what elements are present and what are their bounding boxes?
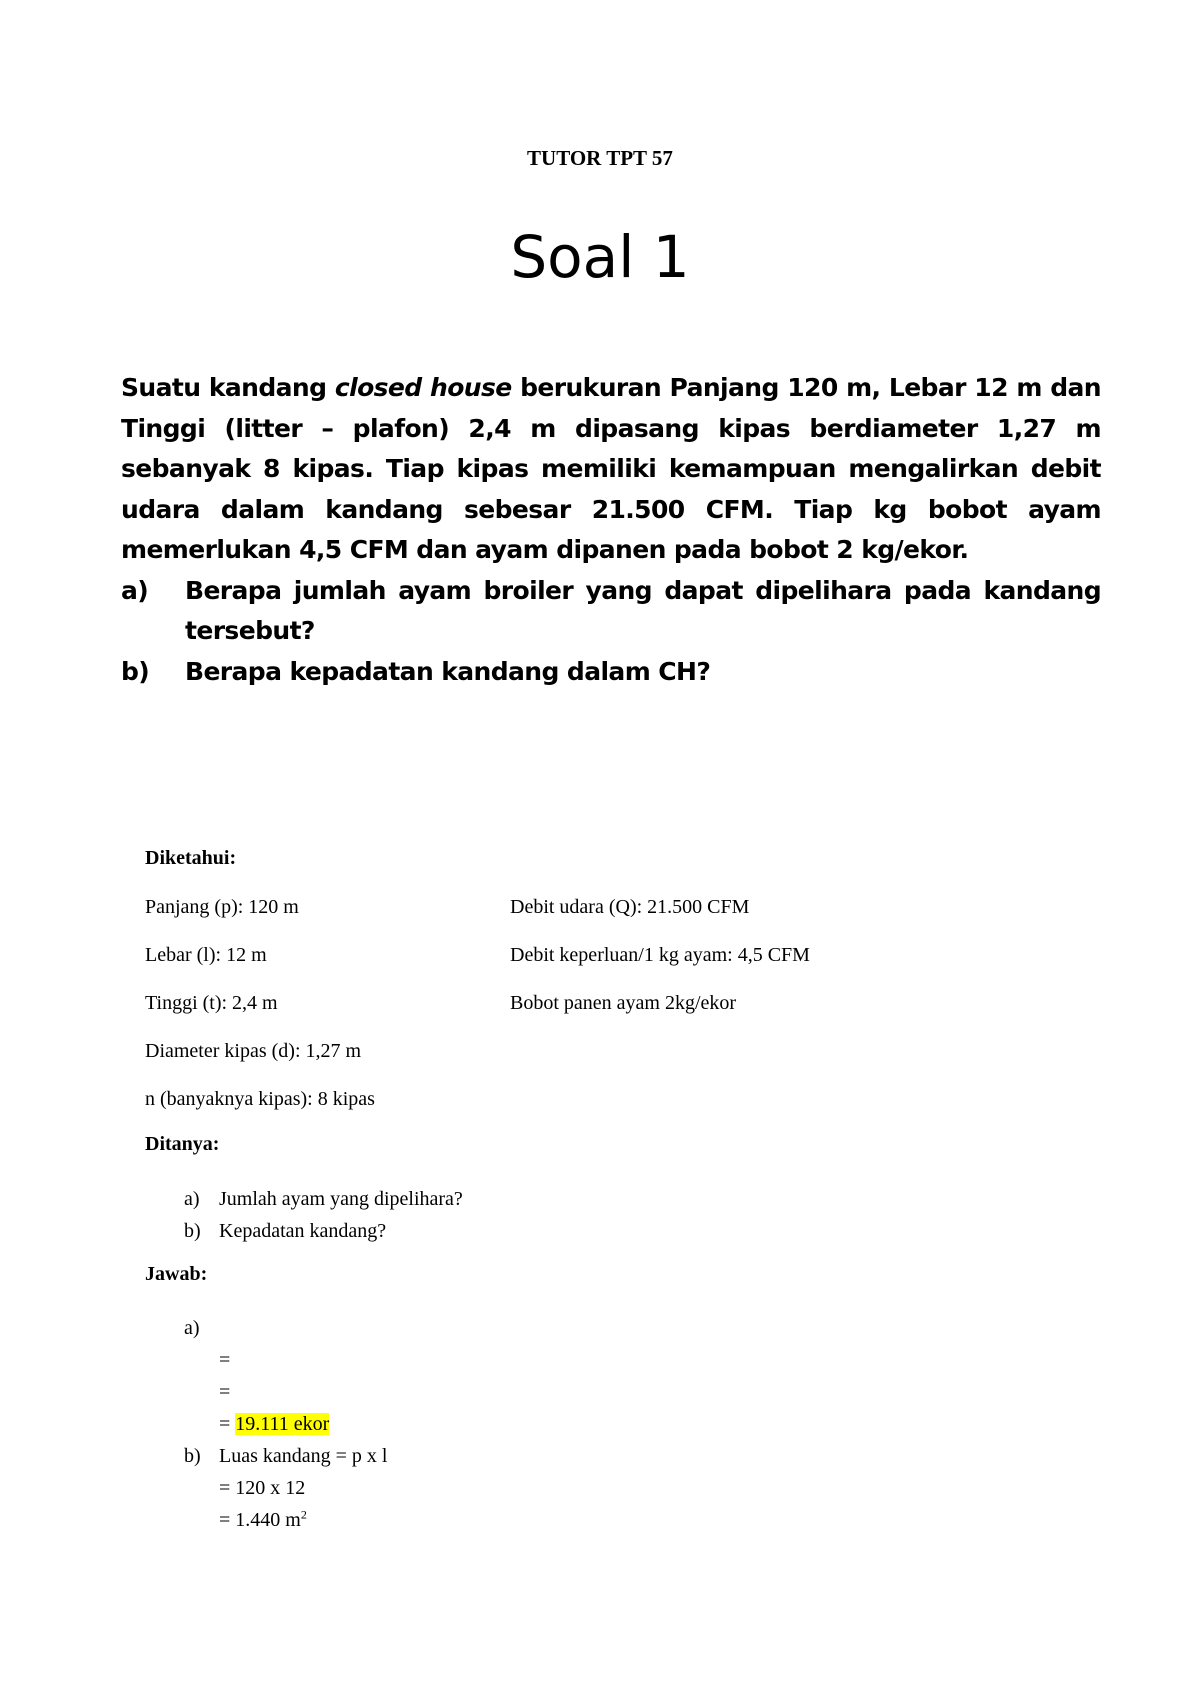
known-right-item: Debit keperluan/1 kg ayam: 4,5 CFM (510, 944, 810, 966)
asked-heading: Ditanya: (145, 1133, 220, 1155)
question-label: a) (121, 575, 149, 605)
question-label: b) (121, 656, 150, 686)
problem-intro-rest: berukuran Panjang 120 m, Lebar 12 m dan Tinggi (litter – plafon) 2,4 m dipasang kipas berdiameter 1,27 m sebanyak 8 kipas. Tiap kipas memiliki kemampuan mengalirkan debit udara dalam kandang sebesar 21.500 CFM. Tiap kg bobot ayam memerlukan 4,5 CFM dan ayam dipanen pada bobot 2 kg/ekor. (121, 373, 1101, 564)
known-left-item: n (banyaknya kipas): 8 kipas (145, 1088, 375, 1110)
document-header: TUTOR TPT 57 (527, 146, 673, 170)
answer-heading: Jawab: (145, 1263, 208, 1285)
known-heading: Diketahui: (145, 847, 237, 869)
answer-a-result-line (219, 1413, 329, 1436)
problem-intro: Suatu kandang (121, 373, 335, 402)
asked-item-text: Jumlah ayam yang dipelihara? (219, 1188, 463, 1210)
answer-a-line: = (219, 1349, 231, 1371)
question-item (121, 571, 1101, 652)
known-right-item: Debit udara (Q): 21.500 CFM (510, 896, 750, 918)
problem-statement (121, 368, 1101, 692)
question-item (121, 652, 1101, 693)
question-text: Berapa kepadatan kandang dalam CH? (185, 656, 711, 686)
known-left-item: Panjang (p): 120 m (145, 896, 299, 918)
asked-item-label: b) (184, 1220, 201, 1242)
problem-text (121, 368, 1101, 571)
answer-b-line: Luas kandang = p x l (219, 1445, 388, 1467)
problem-title: Soal 1 (510, 223, 690, 291)
question-text: Berapa jumlah ayam broiler yang dapat dipelihara pada kandang tersebut? (185, 575, 1101, 645)
problem-intro-italic: closed house (334, 373, 512, 402)
answer-b-line: = 120 x 12 (219, 1477, 306, 1499)
known-right-item: Bobot panen ayam 2kg/ekor (510, 992, 737, 1014)
answer-a-line: = (219, 1381, 231, 1403)
answer-a-result-prefix: = (219, 1413, 236, 1435)
answer-b-label: b) (184, 1445, 201, 1467)
answer-b-last-line (219, 1509, 307, 1532)
asked-item-label: a) (184, 1188, 200, 1210)
answer-a-label: a) (184, 1317, 200, 1339)
answer-b-superscript: 2 (300, 1507, 307, 1522)
answer-a-result-highlight: 19.111 ekor (235, 1413, 330, 1435)
known-left-item: Lebar (l): 12 m (145, 944, 267, 966)
asked-item-text: Kepadatan kandang? (219, 1220, 387, 1242)
known-left-item: Diameter kipas (d): 1,27 m (145, 1040, 362, 1062)
answer-b-last: = 1.440 m (219, 1509, 301, 1531)
known-left-item: Tinggi (t): 2,4 m (145, 992, 278, 1014)
